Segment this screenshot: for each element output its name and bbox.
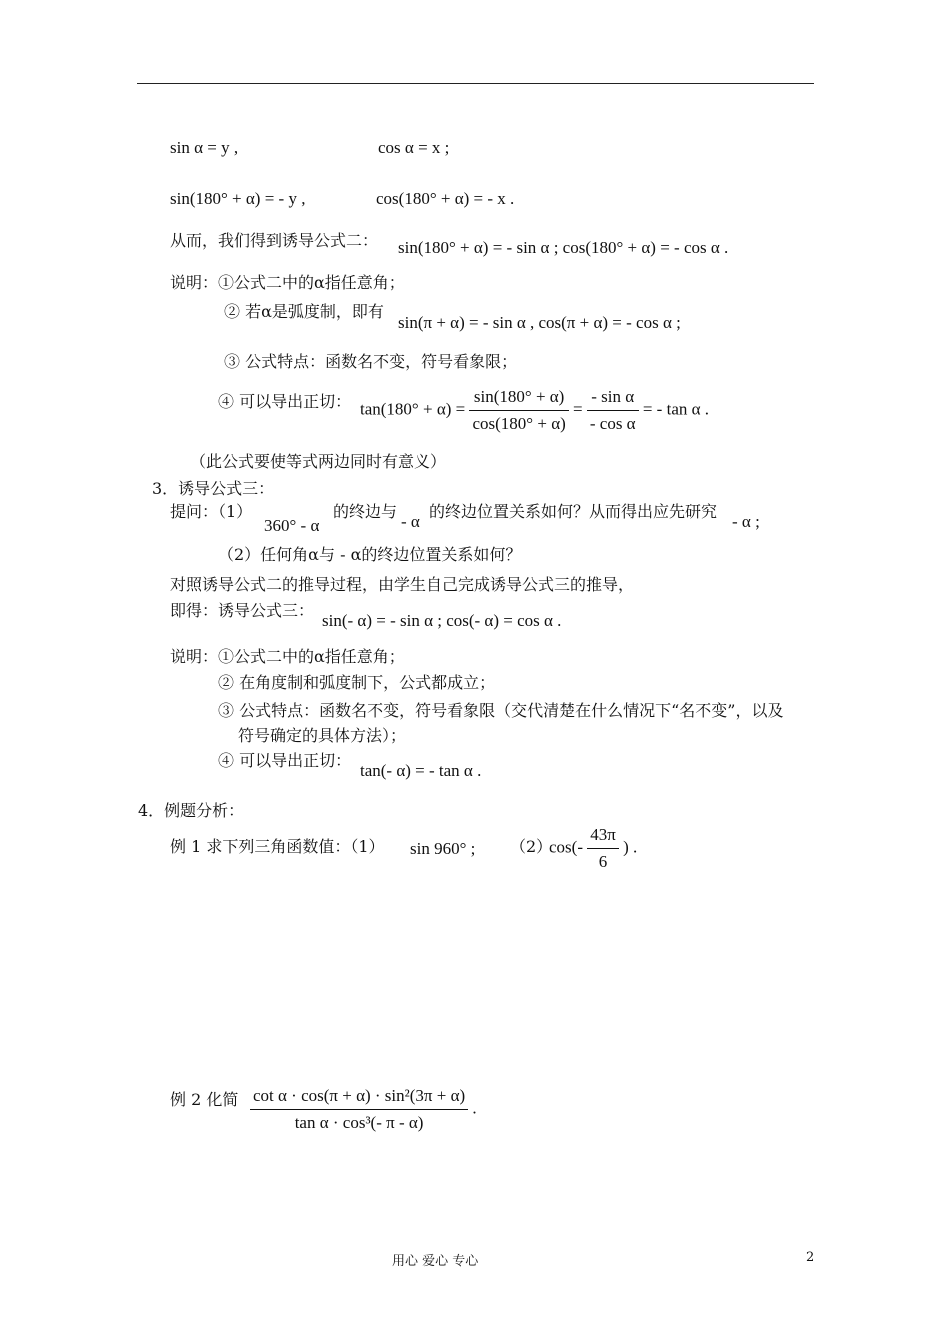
footer-text: 用心 爱心 专心 — [392, 1254, 479, 1269]
text-formula-two-intro: 从而，我们得到诱导公式二： — [170, 231, 379, 250]
example-1-label: 例 1 求下列三角函数值：（1） — [170, 837, 385, 856]
formula-cos-43pi — [549, 824, 637, 873]
formula-tan-180 — [360, 386, 709, 435]
section-4-title: 4．例题分析： — [138, 801, 245, 820]
section-3-title: 3．诱导公式三： — [152, 479, 275, 498]
fraction-denominator: 6 — [598, 852, 608, 871]
fraction-43pi-6 — [587, 824, 619, 873]
fraction-neg-sin-cos — [587, 386, 639, 435]
explain-1: 说明：①公式二中的α指任意角； — [170, 647, 405, 666]
formula-tan-neg: tan(- α) = - tan α . — [360, 761, 482, 780]
fraction-denominator: cos(180° + α) — [472, 414, 566, 433]
formula-sin-960: sin 960° ; — [410, 839, 476, 858]
tan-lhs: tan(180° + α) = — [360, 399, 466, 419]
formula-two: sin(180° + α) = - sin α ; cos(180° + α) = - cos α . — [398, 238, 729, 257]
example-1-part-2: （2） — [510, 837, 553, 856]
tan-eq: = — [573, 399, 583, 419]
formula-three: sin(- α) = - sin α ; cos(- α) = cos α . — [322, 611, 562, 630]
formula-sin-y: sin α = y , — [170, 138, 239, 157]
fraction-numerator: cot α · cos(π + α) · sin²(3π + α) — [250, 1085, 468, 1110]
fraction-simplify — [250, 1085, 468, 1134]
explain-4-label: ④ 可以导出正切： — [218, 751, 352, 770]
explain-2: ② 在角度制和弧度制下，公式都成立； — [218, 673, 496, 692]
note-3: ③ 公式特点：函数名不变，符号看象限； — [224, 352, 518, 371]
note-2-label: ② 若α是弧度制，即有 — [224, 302, 384, 321]
fraction-denominator: - cos α — [589, 414, 636, 433]
fraction-numerator: 43π — [587, 824, 619, 849]
formula-three-label: 即得：诱导公式三： — [170, 601, 315, 620]
fraction-denominator: tan α · cos³(- π - α) — [294, 1113, 424, 1132]
cos-open: cos(- — [549, 837, 583, 857]
header-rule — [137, 83, 814, 84]
tan-rhs: = - tan α . — [642, 399, 710, 419]
question-1-text-b: 的终边位置关系如何？从而得出应先研究 — [429, 502, 718, 521]
page-number: 2 — [806, 1250, 815, 1265]
formula-neg-alpha-2: - α ; — [732, 512, 760, 531]
formula-simplify — [250, 1085, 477, 1134]
formula-360-minus: 360° - α — [264, 516, 320, 535]
cos-close: ) . — [623, 837, 638, 857]
formula-neg-alpha: - α — [401, 512, 420, 531]
formula-cos-x: cos α = x ; — [378, 138, 450, 157]
question-2: （2）任何角α与 - α的终边位置关系如何？ — [218, 545, 522, 564]
derivation-text: 对照诱导公式二的推导过程，由学生自己完成诱导公式三的推导， — [170, 575, 635, 594]
formula-pi-plus: sin(π + α) = - sin α , cos(π + α) = - cos α ; — [398, 313, 681, 332]
formula-cos-180-plus: cos(180° + α) = - x . — [376, 189, 515, 208]
question-1-text-a: 的终边与 — [333, 502, 398, 521]
fraction-numerator: sin(180° + α) — [469, 386, 568, 411]
note-meaning: （此公式要使等式两边同时有意义） — [190, 452, 447, 471]
fraction-numerator: - sin α — [587, 386, 639, 411]
question-1-label: 提问：（1） — [170, 502, 253, 521]
formula-sin-180-plus: sin(180° + α) = - y , — [170, 189, 306, 208]
note-1: 说明：①公式二中的α指任意角； — [170, 273, 405, 292]
simplify-period: . — [472, 1098, 477, 1118]
explain-3: ③ 公式特点：函数名不变，符号看象限（交代清楚在什么情况下“名不变”，以及 — [218, 701, 784, 720]
example-2-label: 例 2 化简 — [170, 1090, 239, 1109]
explain-3b: 符号确定的具体方法）； — [238, 726, 407, 745]
fraction-sin-cos-180 — [469, 386, 568, 435]
note-4-label: ④ 可以导出正切： — [218, 392, 352, 411]
